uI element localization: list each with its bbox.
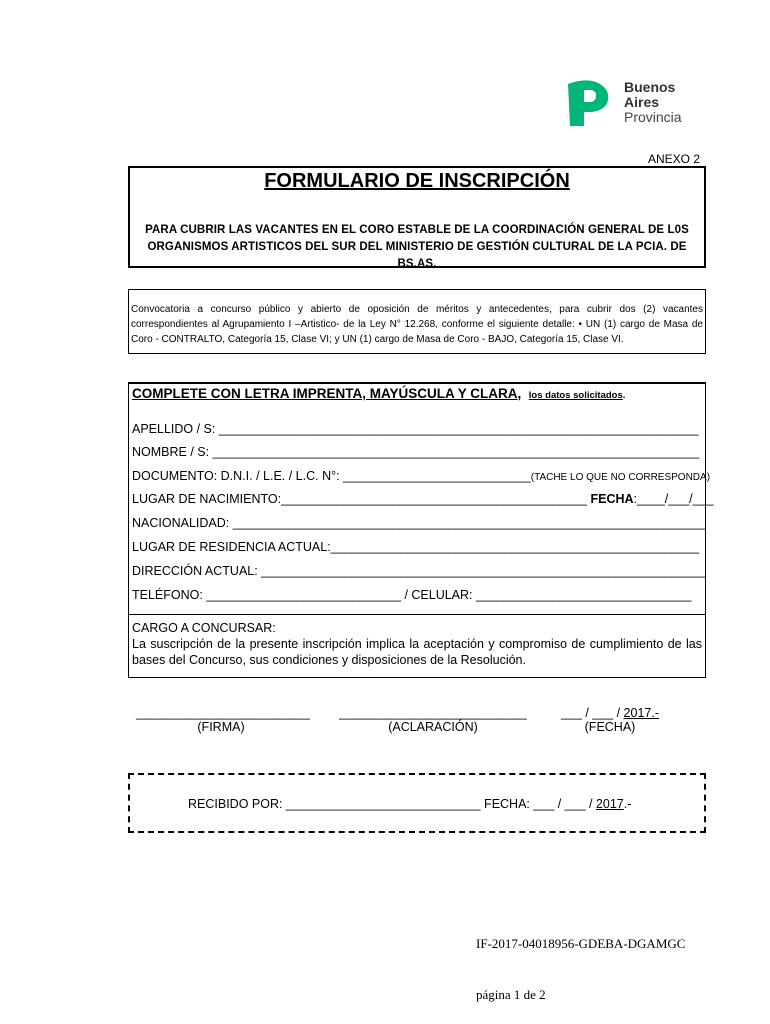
- instructions: COMPLETE CON LETRA IMPRENTA, MAYÚSCULA Y CLARA, los datos solicitados.: [132, 386, 626, 401]
- documento-field[interactable]: DOCUMENTO: D.N.I. / L.E. / L.C. N°: ___________________________(TACHE LO QUE NO CORRESPONDA): [132, 469, 711, 483]
- convocatoria-box: Convocatoria a concurso público y abierto de oposición de méritos y antecedentes, para cubrir dos (2) vacantes correspondientes al Agrupamiento I –Artistico- de la Ley N° 12.268, conforme el siguiente detalle: • UN (1) cargo de Masa de Coro - CONTRALTO, Categoría 15, Clase VI; y UN (1) cargo de Masa de Coro - BAJO, Categoría 15, Clase VI.: [128, 289, 706, 354]
- anexo-label: ANEXO 2: [647, 152, 700, 166]
- residencia-field[interactable]: LUGAR DE RESIDENCIA ACTUAL:_____________________________________________________: [132, 540, 700, 554]
- form-title: FORMULARIO DE INSCRIPCIÓN: [264, 170, 570, 192]
- direccion-field[interactable]: DIRECCIÓN ACTUAL: ________________________________________________________________: [132, 564, 707, 578]
- province-logo-icon: [566, 78, 616, 128]
- buenos-aires-logo: [566, 78, 706, 130]
- lugar-nacimiento-field[interactable]: LUGAR DE NACIMIENTO:____________________________________________ FECHA:____/___/___: [132, 492, 714, 506]
- logo-text: Buenos Aires Provincia: [624, 79, 682, 125]
- telefono-field[interactable]: TELÉFONO: ____________________________ / CELULAR: _______________________________: [132, 588, 692, 602]
- firma-block[interactable]: _________________________ (FIRMA): [136, 706, 310, 734]
- title-box: [128, 166, 706, 268]
- form-subtitle: PARA CUBRIR LAS VACANTES EN EL CORO ESTABLE DE LA COORDINACIÓN GENERAL DE L0S ORGANISMOS ARTISTICOS DEL SUR DEL MINISTERIO DE GESTIÓN CULTURAL DE LA PCIA. DE BS.AS.: [145, 224, 689, 270]
- document-id: IF-2017-04018956-GDEBA-DGAMGC: [476, 936, 686, 951]
- data-fields-box: [128, 382, 714, 678]
- apellido-field[interactable]: APELLIDO / S: _____________________________________________________________________: [132, 422, 699, 436]
- nacionalidad-field[interactable]: NACIONALIDAD: ____________________________________________________________________: [132, 516, 706, 530]
- aclaracion-block[interactable]: ___________________________ (ACLARACIÓN): [339, 706, 527, 734]
- page-number: página 1 de 2: [476, 987, 546, 1002]
- nombre-field[interactable]: NOMBRE / S: ______________________________________________________________________: [132, 445, 700, 459]
- recibido-box: [128, 773, 706, 833]
- cargo-text: La suscripción de la presente inscripción implica la aceptación y compromiso de cumplimiento de las bases del Concurso, sus condiciones y disposiciones de la Resolución.: [132, 637, 702, 667]
- recibido-field[interactable]: RECIBIDO POR: ____________________________ FECHA: ___ / ___ / 2017.-: [188, 797, 632, 811]
- fecha-block[interactable]: ___ / ___ / 2017.- (FECHA): [560, 706, 659, 734]
- cargo-section: [129, 614, 705, 668]
- cargo-label[interactable]: CARGO A CONCURSAR:: [132, 621, 276, 635]
